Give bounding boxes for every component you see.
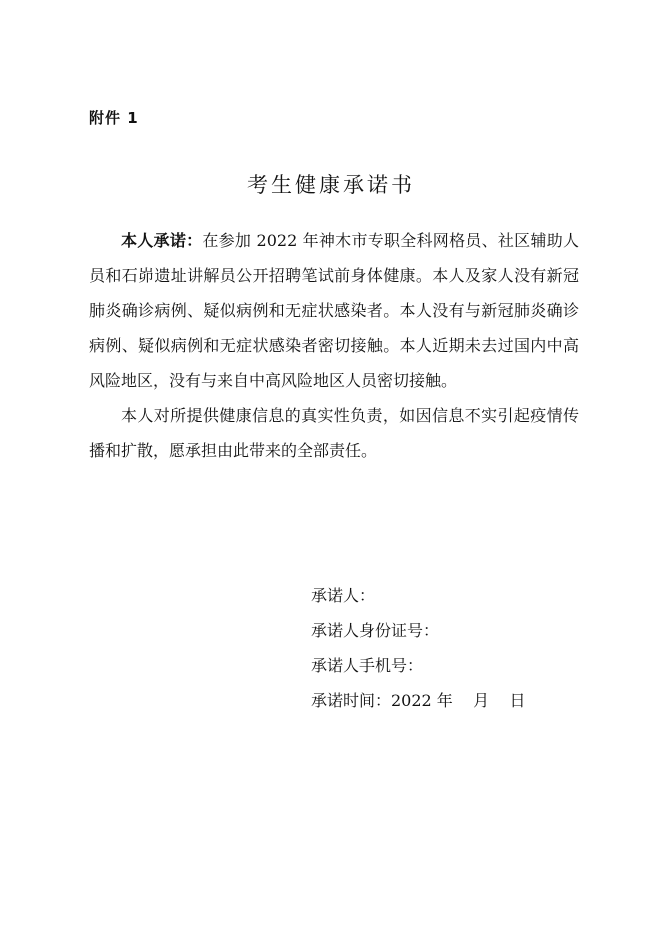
commitment-body	[89, 223, 579, 468]
commitment-paragraph-1	[89, 223, 579, 398]
commitment-lead: 本人承诺：	[121, 231, 203, 250]
commitment-paragraph-1-text: 在参加 2022 年神木市专职全科网格员、社区辅助人员和石峁遗址讲解员公开招聘笔试前身体健康。本人及家人没有新冠肺炎确诊病例、疑似病例和无症状感染者。本人没有与新冠肺炎确诊病例、疑似病例和无症状感染者密切接触。本人近期未去过国内中高风险地区，没有与来自中高风险地区人员密切接触。	[89, 231, 579, 390]
commitment-paragraph-2: 本人对所提供健康信息的真实性负责，如因信息不实引起疫情传播和扩散，愿承担由此带来的全部责任。	[89, 406, 579, 460]
id-number-line: 承诺人身份证号：	[311, 621, 440, 640]
document-title: 考生健康承诺书	[247, 173, 415, 197]
phone-line: 承诺人手机号：	[311, 656, 424, 675]
date-line: 承诺时间：2022 年 月 日	[311, 691, 526, 710]
attachment-label: 附件 1	[89, 109, 139, 127]
promisor-line: 承诺人：	[311, 586, 376, 605]
signature-block	[311, 578, 526, 718]
